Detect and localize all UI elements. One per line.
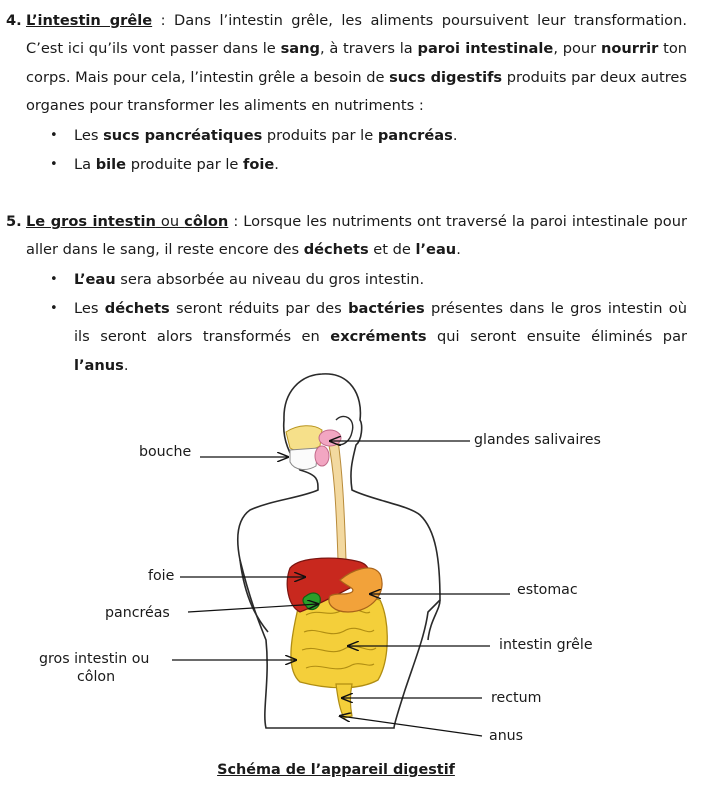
- label-gros-intestin-2: côlon: [77, 669, 116, 685]
- label-anus: anus: [489, 728, 524, 744]
- label-bouche: bouche: [139, 444, 192, 460]
- section-5-paragraph: Le gros intestin ou côlon : Lorsque les nutriments ont traversé la paroi intestinale pour aller dans le sang, il reste encore des déchets et de l’eau.: [26, 213, 687, 259]
- section-4-number: 4.: [6, 12, 22, 29]
- bullet-bile: La bile produite par le foie.: [74, 156, 279, 173]
- section-5-number: 5.: [6, 213, 22, 230]
- salivary-gland: [315, 446, 329, 466]
- section-5-title: Le gros intestin ou côlon: [26, 213, 229, 230]
- bullet-sucs-pancreatiques: Les sucs pancréatiques produits par le pancréas.: [74, 127, 458, 144]
- label-estomac: estomac: [517, 582, 578, 598]
- label-glandes-salivaires: glandes salivaires: [474, 432, 601, 448]
- label-foie: foie: [148, 568, 175, 584]
- label-rectum: rectum: [491, 690, 542, 706]
- teeth: [290, 448, 318, 469]
- section-4-paragraph: L’intestin grêle : Dans l’intestin grêle, les aliments poursuivent leur transformation. C’est ici qu’ils vont passer dans le sang, à travers la paroi intestinale, pour nourrir ton corps. Mais pour cela, l’intestin grêle a besoin de sucs digestifs produits par deux autres organes pour transformer les aliments en nutriments :: [26, 12, 688, 115]
- diagram-caption: Schéma de l’appareil digestif: [217, 762, 455, 778]
- section-4-title: L’intestin grêle: [26, 12, 153, 29]
- label-intestin-grele: intestin grêle: [499, 637, 593, 653]
- bullet-dot: •: [50, 272, 58, 287]
- bullet-dot: •: [50, 157, 58, 172]
- label-pancreas: pancréas: [105, 605, 170, 621]
- salivary-gland: [319, 430, 341, 446]
- label-gros-intestin-1: gros intestin ou: [39, 651, 150, 667]
- bullet-eau: L’eau sera absorbée au niveau du gros intestin.: [74, 271, 425, 288]
- bullet-dechets: Les déchets seront réduits par des bactéries présentes dans le gros intestin où ils seront alors transformés en excréments qui seront ensuite éliminés par l’anus.: [74, 300, 688, 374]
- digestive-system-diagram: [0, 360, 702, 760]
- bullet-dot: •: [50, 301, 58, 316]
- bullet-dot: •: [50, 128, 58, 143]
- mouth: [286, 426, 322, 451]
